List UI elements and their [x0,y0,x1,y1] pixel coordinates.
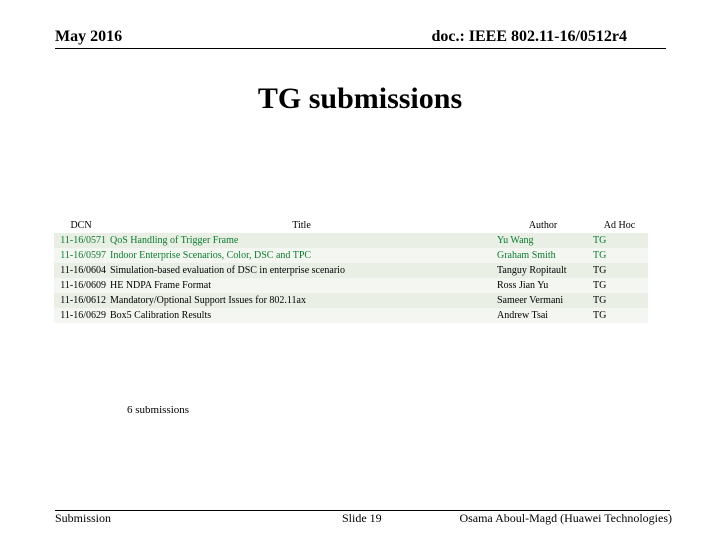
cell-adhoc: TG [593,310,607,321]
cell-author: Ross Jian Yu [497,280,549,291]
cell-dcn: 11-16/0629 [60,310,106,321]
header-divider [55,48,666,49]
cell-dcn: 11-16/0597 [60,250,106,261]
cell-author: Yu Wang [497,235,534,246]
cell-adhoc: TG [593,250,607,261]
cell-adhoc: TG [593,265,607,276]
cell-author: Andrew Tsai [497,310,549,321]
cell-author: Graham Smith [497,250,556,261]
cell-adhoc: TG [593,295,607,306]
cell-title: Indoor Enterprise Scenarios, Color, DSC and TPC [110,250,312,261]
column-header-dcn: DCN [70,220,92,231]
table-row [54,263,648,278]
column-header-title: Title [292,220,311,231]
table-row [54,248,648,263]
cell-title: Mandatory/Optional Support Issues for 802.11ax [110,295,306,306]
slide-title: TG submissions [257,82,463,115]
cell-adhoc: TG [593,280,607,291]
cell-adhoc: TG [593,235,607,246]
cell-title: Simulation-based evaluation of DSC in enterprise scenario [110,265,345,276]
cell-dcn: 11-16/0609 [60,280,106,291]
cell-dcn: 11-16/0604 [60,265,106,276]
cell-title: HE NDPA Frame Format [110,280,212,291]
table-row [54,233,648,248]
table-row [54,293,648,308]
column-header-adhoc: Ad Hoc [603,220,636,231]
cell-dcn: 11-16/0612 [60,295,106,306]
table-header-row [54,218,648,233]
cell-dcn: 11-16/0571 [60,235,106,246]
footer-author: Osama Aboul-Magd (Huawei Technologies) [459,511,672,525]
footer-submission: Submission [55,511,112,525]
footer-slide-number: Slide 19 [342,511,382,525]
cell-title: Box5 Calibration Results [110,310,212,321]
column-header-author: Author [528,220,558,231]
submission-count: 6 submissions [127,404,190,416]
table-row [54,308,648,323]
cell-author: Tanguy Ropitault [497,265,567,276]
cell-title: QoS Handling of Trigger Frame [110,235,239,246]
header-doc-id: doc.: IEEE 802.11-16/0512r4 [431,28,627,45]
cell-author: Sameer Vermani [497,295,564,306]
header-date: May 2016 [55,28,123,45]
table-row [54,278,648,293]
submissions-table [54,218,648,323]
